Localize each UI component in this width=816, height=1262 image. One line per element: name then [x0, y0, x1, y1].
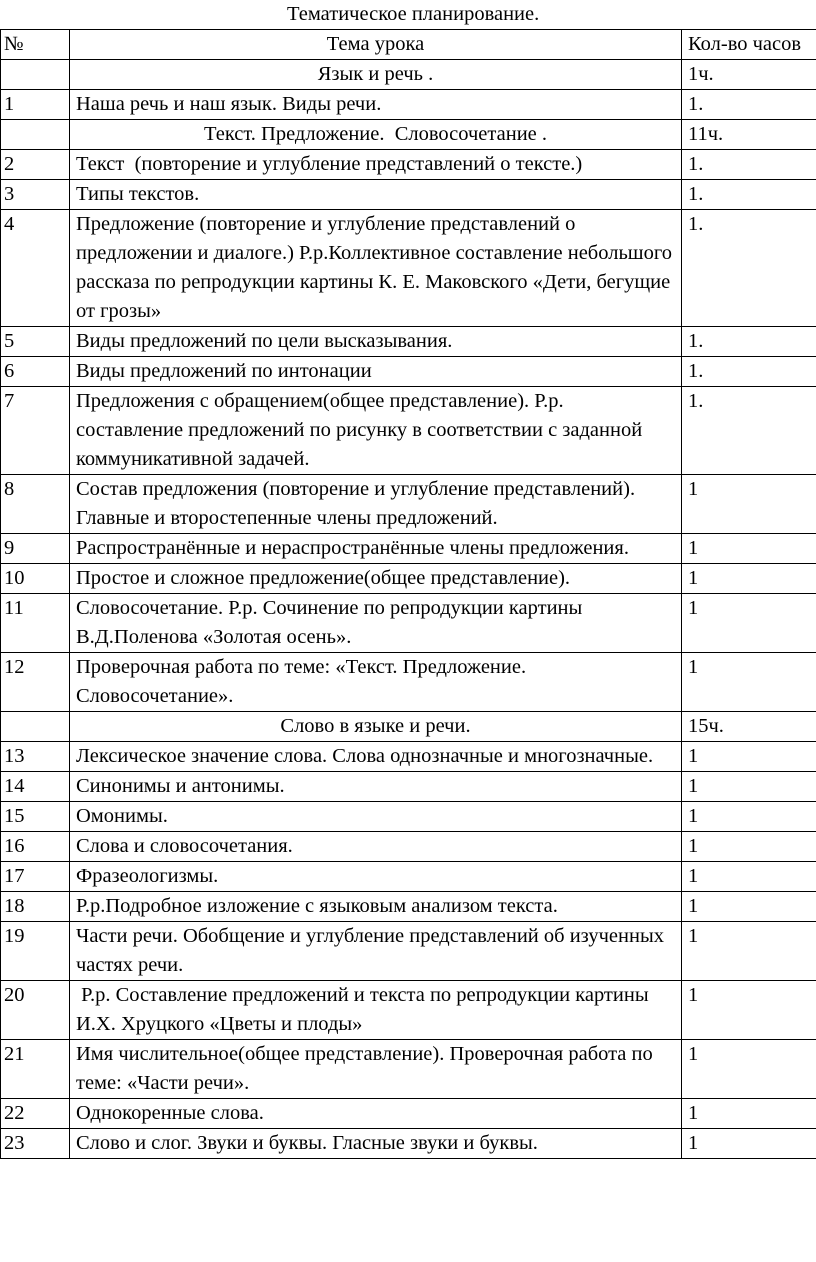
lesson-topic: Р.р.Подробное изложение с языковым анализом текста.	[70, 892, 682, 922]
lesson-topic: Простое и сложное предложение(общее представление).	[70, 564, 682, 594]
lesson-hours: 1ч.	[682, 60, 816, 90]
lesson-topic: Предложения с обращением(общее представление). Р.р. составление предложений по рисунку в соответствии с заданной коммуникативной задачей.	[70, 387, 682, 475]
lesson-topic: Слова и словосочетания.	[70, 832, 682, 862]
table-row	[1, 90, 816, 120]
lesson-number: 23	[1, 1129, 70, 1159]
lesson-plan-table	[0, 29, 816, 1159]
lesson-number: 13	[1, 742, 70, 772]
table-row	[1, 1099, 816, 1129]
table-row	[1, 564, 816, 594]
lesson-hours: 1	[682, 534, 816, 564]
header-hours: Кол-во часов	[682, 30, 816, 60]
lesson-number: 21	[1, 1040, 70, 1099]
lesson-number	[1, 60, 70, 90]
lesson-topic: Проверочная работа по теме: «Текст. Предложение. Словосочетание».	[70, 653, 682, 712]
table-row	[1, 475, 816, 534]
table-row	[1, 387, 816, 475]
lesson-number	[1, 712, 70, 742]
lesson-hours: 1	[682, 981, 816, 1040]
lesson-hours: 1	[682, 653, 816, 712]
table-row	[1, 802, 816, 832]
page-title: Тематическое планирование.	[287, 3, 540, 25]
lesson-number: 3	[1, 180, 70, 210]
table-row	[1, 1040, 816, 1099]
lesson-topic: Р.р. Составление предложений и текста по репродукции картины И.Х. Хруцкого «Цветы и плоды»	[70, 981, 682, 1040]
lesson-hours: 11ч.	[682, 120, 816, 150]
lesson-number: 18	[1, 892, 70, 922]
table-row	[1, 357, 816, 387]
table-row	[1, 862, 816, 892]
lesson-hours: 1.	[682, 357, 816, 387]
lesson-number: 19	[1, 922, 70, 981]
header-topic: Тема урока	[70, 30, 682, 60]
lesson-topic: Части речи. Обобщение и углубление представлений об изученных частях речи.	[70, 922, 682, 981]
lesson-number	[1, 120, 70, 150]
lesson-hours: 1.	[682, 150, 816, 180]
lesson-hours: 1.	[682, 387, 816, 475]
lesson-number: 8	[1, 475, 70, 534]
lesson-topic: Омонимы.	[70, 802, 682, 832]
lesson-topic: Состав предложения (повторение и углубление представлений). Главные и второстепенные члены предложений.	[70, 475, 682, 534]
table-row	[1, 180, 816, 210]
section-row	[1, 60, 816, 90]
lesson-topic: Виды предложений по интонации	[70, 357, 682, 387]
lesson-topic: Имя числительное(общее представление). Проверочная работа по теме: «Части речи».	[70, 1040, 682, 1099]
lesson-number: 6	[1, 357, 70, 387]
lesson-number: 2	[1, 150, 70, 180]
lesson-number: 22	[1, 1099, 70, 1129]
lesson-hours: 15ч.	[682, 712, 816, 742]
table-row	[1, 653, 816, 712]
lesson-topic: Виды предложений по цели высказывания.	[70, 327, 682, 357]
lesson-hours: 1	[682, 832, 816, 862]
lesson-topic: Наша речь и наш язык. Виды речи.	[70, 90, 682, 120]
lesson-topic: Текст (повторение и углубление представлений о тексте.)	[70, 150, 682, 180]
section-title: Текст. Предложение. Словосочетание .	[70, 120, 682, 150]
lesson-hours: 1	[682, 802, 816, 832]
lesson-number: 7	[1, 387, 70, 475]
table-row	[1, 327, 816, 357]
lesson-hours: 1	[682, 892, 816, 922]
lesson-number: 11	[1, 594, 70, 653]
lesson-number: 20	[1, 981, 70, 1040]
lesson-hours: 1	[682, 1040, 816, 1099]
lesson-number: 16	[1, 832, 70, 862]
lesson-number: 17	[1, 862, 70, 892]
table-row	[1, 594, 816, 653]
lesson-number: 10	[1, 564, 70, 594]
table-row	[1, 534, 816, 564]
table-row	[1, 832, 816, 862]
table-row	[1, 210, 816, 327]
lesson-number: 5	[1, 327, 70, 357]
lesson-topic: Однокоренные слова.	[70, 1099, 682, 1129]
table-row	[1, 772, 816, 802]
lesson-hours: 1	[682, 922, 816, 981]
lesson-number: 4	[1, 210, 70, 327]
table-row	[1, 981, 816, 1040]
lesson-topic: Типы текстов.	[70, 180, 682, 210]
lesson-hours: 1	[682, 862, 816, 892]
page-title-wrap	[0, 0, 816, 29]
table-row	[1, 150, 816, 180]
lesson-hours: 1	[682, 475, 816, 534]
lesson-hours: 1.	[682, 327, 816, 357]
lesson-number: 15	[1, 802, 70, 832]
section-title: Язык и речь .	[70, 60, 682, 90]
lesson-topic: Предложение (повторение и углубление представлений о предложении и диалоге.) Р.р.Коллективное составление небольшого рассказа по репродукции картины К. Е. Маковского «Дети, бегущие от грозы»	[70, 210, 682, 327]
section-row	[1, 120, 816, 150]
lesson-hours: 1	[682, 1099, 816, 1129]
table-row	[1, 922, 816, 981]
lesson-topic: Распространённые и нераспространённые члены предложения.	[70, 534, 682, 564]
section-title: Слово в языке и речи.	[70, 712, 682, 742]
lesson-topic: Словосочетание. Р.р. Сочинение по репродукции картины В.Д.Поленова «Золотая осень».	[70, 594, 682, 653]
table-row	[1, 1129, 816, 1159]
lesson-hours: 1.	[682, 90, 816, 120]
section-row	[1, 712, 816, 742]
lesson-hours: 1	[682, 564, 816, 594]
table-header-row	[1, 30, 816, 60]
lesson-number: 14	[1, 772, 70, 802]
lesson-number: 12	[1, 653, 70, 712]
lesson-hours: 1	[682, 742, 816, 772]
lesson-topic: Синонимы и антонимы.	[70, 772, 682, 802]
lesson-hours: 1	[682, 594, 816, 653]
lesson-topic: Лексическое значение слова. Слова однозначные и многозначные.	[70, 742, 682, 772]
lesson-number: 9	[1, 534, 70, 564]
lesson-number: 1	[1, 90, 70, 120]
lesson-hours: 1	[682, 1129, 816, 1159]
lesson-hours: 1.	[682, 210, 816, 327]
table-row	[1, 892, 816, 922]
table-row	[1, 742, 816, 772]
lesson-topic: Слово и слог. Звуки и буквы. Гласные звуки и буквы.	[70, 1129, 682, 1159]
header-number: №	[1, 30, 70, 60]
lesson-topic: Фразеологизмы.	[70, 862, 682, 892]
lesson-hours: 1.	[682, 180, 816, 210]
lesson-hours: 1	[682, 772, 816, 802]
